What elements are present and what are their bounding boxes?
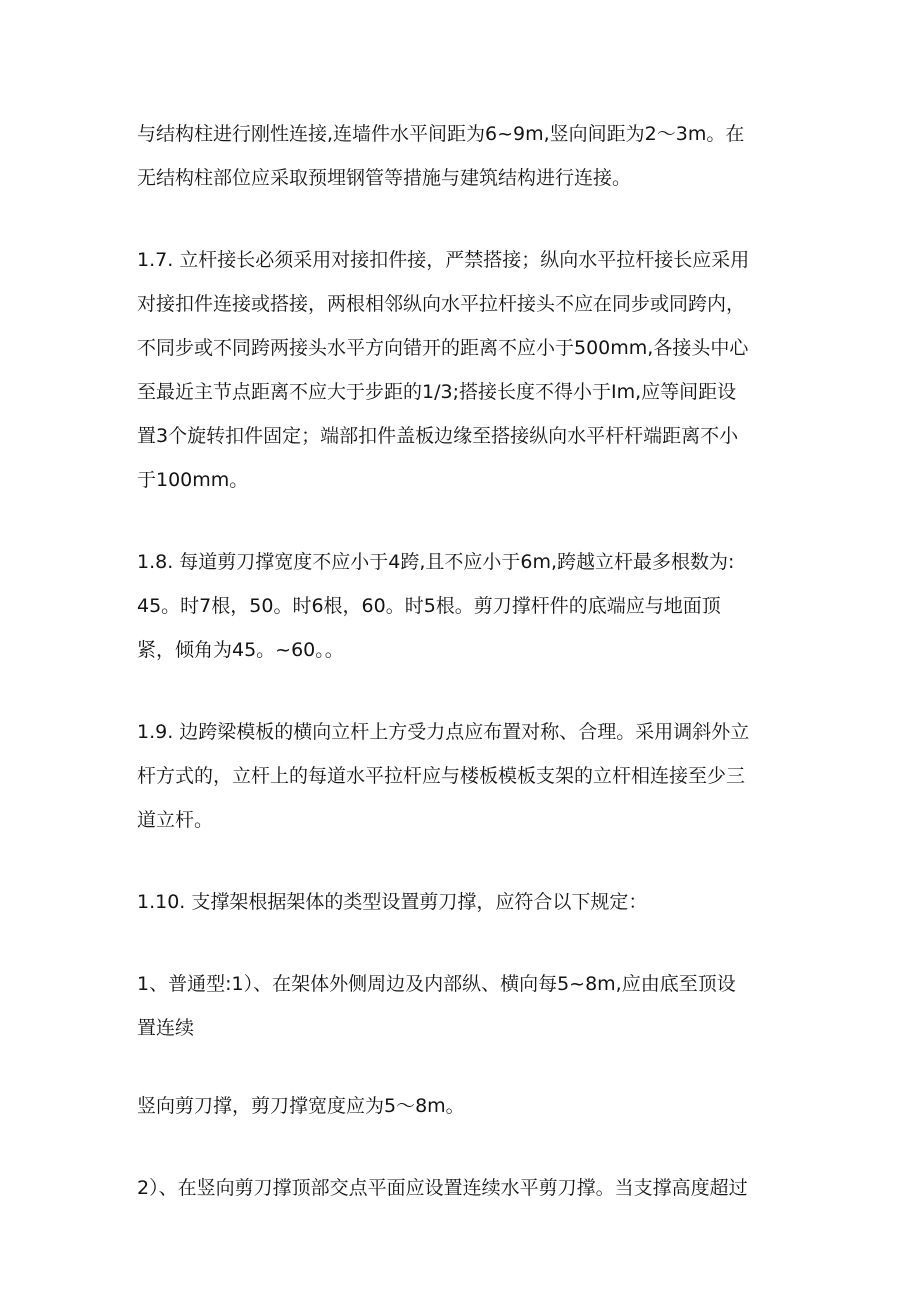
text-line: 1.8. 每道剪刀撑宽度不应小于4跨,且不应小于6m,跨越立杆最多根数为: [137,551,735,573]
text-line: 无结构柱部位应采取预埋钢管等措施与建筑结构进行连接。 [137,167,632,189]
text-line: 与结构柱进行刚性连接,连墙件水平间距为6~9m,竖向间距为2～3m。在 [137,123,745,145]
text-line: 1.10. 支撑架根据架体的类型设置剪刀撑，应符合以下规定： [137,891,648,913]
text-line: 于100mm。 [137,469,249,491]
text-line: 置连续 [137,1017,195,1039]
paragraph-wall-connection [137,112,787,200]
paragraph-1-8 [137,540,787,672]
text-line: 紧，倾角为45。~60。。 [137,639,344,661]
text-line: 置3个旋转扣件固定；端部扣件盖板边缘至搭接纵向水平杆杆端距离不小 [137,425,739,447]
text-line: 道立杆。 [137,809,214,831]
text-line: 1.9. 边跨梁模板的横向立杆上方受力点应布置对称、合理。采用调斜外立 [137,721,750,743]
text-line: 不同步或不同跨两接头水平方向错开的距离不应小于500mm,各接头中心 [137,337,749,359]
text-line: 2）、在竖向剪刀撑顶部交点平面应设置连续水平剪刀撑。当支撑高度超过 [137,1177,748,1199]
text-line: 对接扣件连接或搭接，两根相邻纵向水平拉杆接头不应在同步或同跨内， [137,293,746,315]
text-line: 杆方式的，立杆上的每道水平拉杆应与楼板模板支架的立杆相连接至少三 [137,765,746,787]
paragraph-1-9 [137,710,787,842]
paragraph-1-10 [137,880,787,924]
text-line: 至最近主节点距离不应大于步距的1/3;搭接长度不得小于Im,应等间距设 [137,381,737,403]
paragraph-horizontal-bracing [137,1166,787,1210]
paragraph-1-7 [137,238,787,502]
document-body [137,112,787,1210]
text-line: 1.7. 立杆接长必须采用对接扣件接，严禁搭接；纵向水平拉杆接长应采用 [137,249,750,271]
text-line: 45。时7根，50。时6根，60。时5根。剪刀撑杆件的底端应与地面顶 [137,595,721,617]
text-line: 1、普通型:1）、在架体外侧周边及内部纵、横向每5~8m,应由底至顶设 [137,973,736,995]
paragraph-normal-type [137,962,787,1050]
paragraph-vertical-bracing [137,1084,787,1128]
text-line: 竖向剪刀撑，剪刀撑宽度应为5～8m。 [137,1095,465,1117]
